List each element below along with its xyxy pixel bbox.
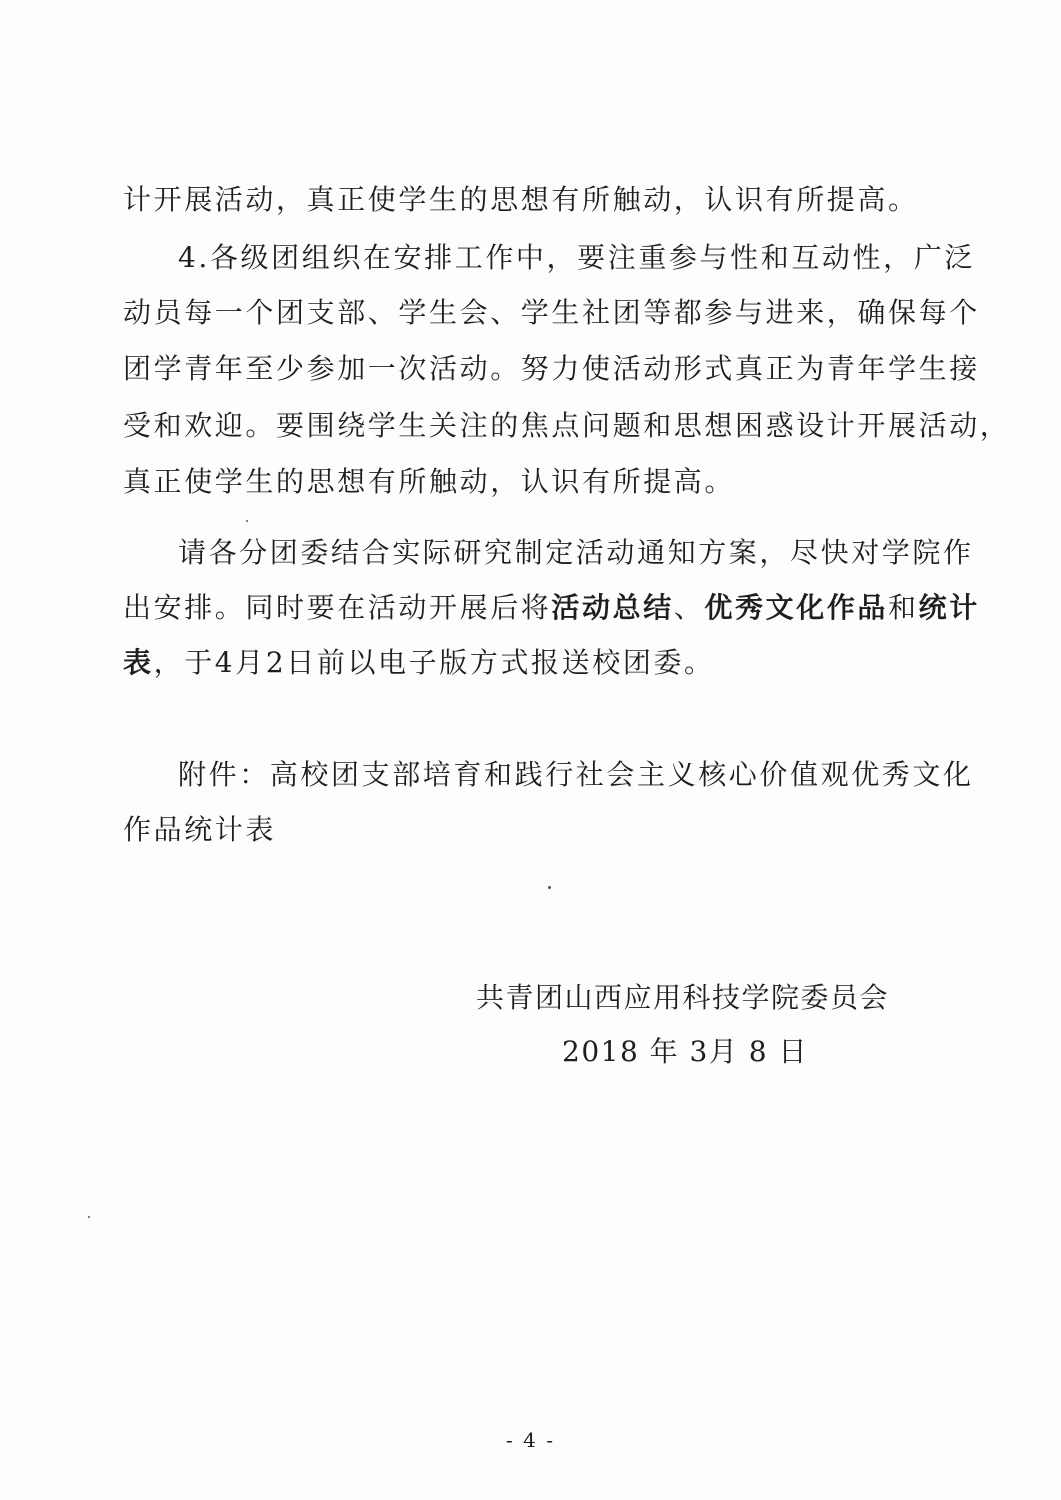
body-text: 出安排。同时要在活动开展后将 xyxy=(123,591,552,624)
page-number: - 4 - xyxy=(506,1428,555,1452)
body-line: 受和欢迎。要围绕学生关注的焦点问题和思想困惑设计开展活动， xyxy=(123,409,1011,442)
body-text: 和 xyxy=(888,591,919,624)
body-line-mixed xyxy=(123,590,980,626)
signature-org: 共青团山西应用科技学院委员会 xyxy=(476,981,890,1014)
body-text: 、 xyxy=(673,591,705,624)
body-line: 动员每一个团支部、学生会、学生社团等都参与进来，确保每个 xyxy=(123,296,980,329)
attachment-line: 作品统计表 xyxy=(123,813,277,846)
signature-date: 2018 年 3月 8 日 xyxy=(562,1035,808,1068)
emphasis-text: 统计 xyxy=(918,591,980,624)
scan-speck xyxy=(548,886,551,889)
scan-speck xyxy=(246,520,248,522)
body-line: 计开展活动，真正使学生的思想有所触动，认识有所提高。 xyxy=(123,183,919,216)
attachment-line: 附件：高校团支部培育和践行社会主义核心价值观优秀文化 xyxy=(178,758,974,791)
emphasis-text: 表 xyxy=(123,646,154,679)
scan-speck xyxy=(88,1216,90,1218)
emphasis-text: 活动总结 xyxy=(551,591,674,624)
emphasis-text: 优秀文化作品 xyxy=(704,591,889,624)
body-line: 团学青年至少参加一次活动。努力使活动形式真正为青年学生接 xyxy=(123,352,980,385)
body-line-mixed xyxy=(123,645,715,681)
body-line: 4.各级团组织在安排工作中，要注重参与性和互动性，广泛 xyxy=(178,241,975,274)
body-line: 真正使学生的思想有所触动，认识有所提高。 xyxy=(123,465,736,498)
body-text: ，于4月2日前以电子版方式报送校团委。 xyxy=(153,646,715,679)
body-line: 请各分团委结合实际研究制定活动通知方案，尽快对学院作 xyxy=(178,536,974,569)
